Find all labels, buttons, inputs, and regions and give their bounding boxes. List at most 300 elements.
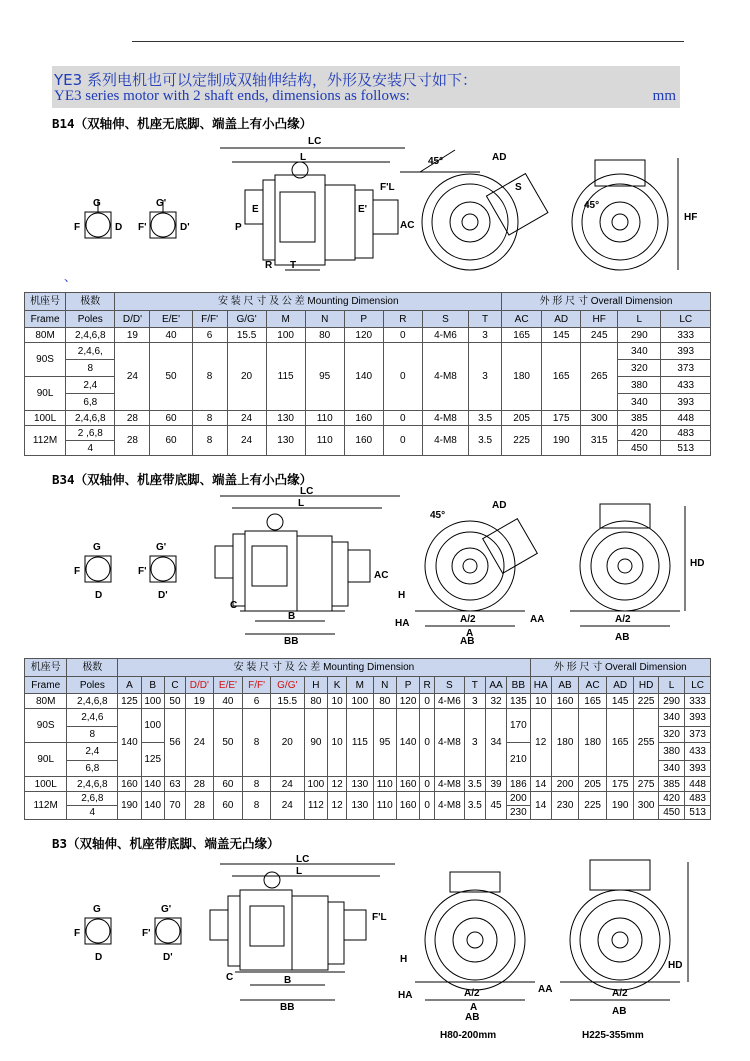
table-cell: 6,8 [67, 761, 118, 777]
b14-label-45b: 45° [584, 200, 600, 211]
table-cell: 10 [328, 694, 347, 709]
b14-row-100l [25, 411, 711, 426]
b34-col: E/E' [213, 677, 243, 694]
b34-label-g: G [93, 542, 101, 553]
table-cell: 2,4,6 [67, 709, 118, 727]
table-cell: 4-M8 [435, 777, 465, 792]
b34-mounting-header: 安 装 尺 寸 及 公 差 Mounting Dimension [118, 659, 530, 677]
table-cell: 100 [266, 328, 305, 343]
b14-col: LC [661, 311, 711, 328]
table-cell: 4-M8 [422, 426, 468, 456]
table-cell: 385 [658, 777, 684, 792]
b14-frame-zh: 机座号 [25, 293, 66, 311]
table-cell: 160 [551, 694, 579, 709]
table-cell: 15.5 [227, 328, 266, 343]
b14-mounting-header: 安 装 尺 寸 及 公 差 Mounting Dimension [115, 293, 502, 311]
table-cell: 2,6,8 [67, 792, 118, 806]
table-cell: 380 [658, 743, 684, 761]
table-cell: 2,4,6,8 [67, 777, 118, 792]
b14-poles-en: Poles [66, 311, 115, 328]
table-cell: 10 [530, 694, 551, 709]
table-cell: 6 [192, 328, 227, 343]
table-cell: 170 [507, 709, 531, 743]
b34-drawing [60, 486, 705, 647]
table-cell: 100L [25, 411, 66, 426]
b14-label-t: T [290, 260, 297, 271]
table-cell: 0 [383, 426, 422, 456]
table-cell: 120 [344, 328, 383, 343]
table-cell: 100 [304, 777, 327, 792]
b14-col: G/G' [227, 311, 266, 328]
table-cell: 300 [634, 792, 658, 820]
table-cell: 393 [661, 394, 711, 411]
b3-label-fp: F' [142, 928, 151, 939]
b34-col: L [658, 677, 684, 694]
table-cell: 2,4 [66, 377, 115, 394]
b14-col: S [422, 311, 468, 328]
table-cell: 3 [464, 709, 485, 777]
table-cell: 225 [579, 792, 607, 820]
table-cell: 2,4,6, [66, 343, 115, 360]
b34-col: N [373, 677, 396, 694]
b3-label-a2b: A/2 [612, 988, 628, 999]
b34-row-112m-a [25, 792, 711, 806]
b14-label-f: F [74, 222, 81, 233]
table-cell: 380 [618, 377, 661, 394]
table-cell: 450 [658, 806, 684, 820]
b34-col: K [328, 677, 347, 694]
b14-col: AD [542, 311, 581, 328]
b14-col: P [344, 311, 383, 328]
table-cell: 50 [164, 694, 185, 709]
table-cell: 80M [25, 328, 66, 343]
table-cell: 2,4 [67, 743, 118, 761]
table-row [25, 293, 711, 311]
b34-label-gp: G' [156, 542, 167, 553]
table-cell: 315 [581, 426, 618, 456]
table-cell: 290 [618, 328, 661, 343]
table-cell: 420 [658, 792, 684, 806]
table-cell: 60 [150, 426, 192, 456]
table-cell: 34 [485, 709, 506, 777]
b14-col: N [305, 311, 344, 328]
table-cell: 373 [661, 360, 711, 377]
table-cell: 20 [227, 343, 266, 411]
b14-label-ep: E' [358, 204, 368, 215]
b14-label-dp: D' [180, 222, 190, 233]
b14-label-hf: HF [684, 212, 698, 223]
b34-label-ha: HA [395, 618, 410, 629]
table-cell: 24 [270, 777, 304, 792]
table-cell: 125 [141, 743, 164, 777]
b34-label-bb: BB [284, 636, 299, 647]
table-cell: 50 [213, 709, 243, 777]
table-cell: 245 [581, 328, 618, 343]
table-cell: 230 [507, 806, 531, 820]
b14-label-g: G [93, 198, 101, 209]
b34-label-c: C [230, 600, 238, 611]
table-cell: 300 [581, 411, 618, 426]
b3-drawing [60, 850, 700, 1045]
table-cell: 100L [25, 777, 67, 792]
b14-label-fp: F' [138, 222, 147, 233]
b14-col: AC [502, 311, 542, 328]
table-cell: 340 [658, 709, 684, 727]
b3-label-d: D [95, 952, 103, 963]
table-cell: 112M [25, 792, 67, 820]
table-cell: 12 [328, 792, 347, 820]
table-cell: 483 [685, 792, 711, 806]
table-cell: 14 [530, 777, 551, 792]
table-cell: 45 [485, 792, 506, 820]
b34-col: D/D' [186, 677, 214, 694]
table-cell: 80 [304, 694, 327, 709]
b14-poles-zh: 极数 [66, 293, 115, 311]
table-cell: 8 [192, 343, 227, 411]
table-cell: 90S [25, 709, 67, 743]
b3-label-c: C [226, 972, 234, 983]
b3-label-ha: HA [398, 990, 413, 1001]
table-cell: 165 [579, 694, 607, 709]
b34-col: R [420, 677, 435, 694]
b14-row-90s-a [25, 343, 711, 360]
b34-col: AB [551, 677, 579, 694]
table-cell: 165 [502, 328, 542, 343]
table-cell: 63 [164, 777, 185, 792]
table-cell: 40 [213, 694, 243, 709]
table-cell: 28 [186, 777, 214, 792]
table-cell: 100 [347, 694, 373, 709]
b14-col: F/F' [192, 311, 227, 328]
table-cell: 8 [243, 777, 271, 792]
table-cell: 32 [485, 694, 506, 709]
table-cell: 3.5 [469, 411, 502, 426]
table-cell: 4-M8 [435, 792, 465, 820]
b34-label-b: B [288, 611, 296, 622]
top-rule [132, 41, 684, 42]
b3-caption-h80: H80-200mm [440, 1030, 497, 1041]
table-cell: 8 [66, 360, 115, 377]
table-cell: 160 [396, 777, 419, 792]
table-cell: 175 [606, 777, 634, 792]
table-cell: 0 [420, 777, 435, 792]
table-cell: 8 [67, 727, 118, 743]
b34-col: F/F' [243, 677, 271, 694]
b3-label-l: L [296, 866, 303, 877]
table-cell: 140 [141, 777, 164, 792]
b3-label-dp: D' [163, 952, 173, 963]
table-cell: 60 [213, 777, 243, 792]
b14-label-s: S [515, 182, 522, 193]
table-cell: 205 [579, 777, 607, 792]
table-cell: 28 [115, 411, 150, 426]
b3-label-b: B [284, 975, 292, 986]
table-cell: 95 [305, 343, 344, 411]
table-cell: 225 [634, 694, 658, 709]
b14-label-fl: F'L [380, 182, 395, 193]
b3-label-ab: AB [465, 1012, 480, 1023]
table-cell: 6 [243, 694, 271, 709]
table-cell: 4 [67, 806, 118, 820]
table-cell: 60 [213, 792, 243, 820]
table-cell: 2,4,6,8 [67, 694, 118, 709]
table-cell: 140 [344, 343, 383, 411]
b34-label-dp: D' [158, 590, 168, 601]
table-cell: 165 [606, 709, 634, 777]
b34-poles-en: Poles [67, 677, 118, 694]
table-cell: 433 [661, 377, 711, 394]
table-cell: 112 [304, 792, 327, 820]
table-cell: 265 [581, 343, 618, 411]
table-cell: 190 [606, 792, 634, 820]
b14-label-r: R [265, 260, 273, 271]
b14-label-e: E [252, 204, 259, 215]
b14-row-80m [25, 328, 711, 343]
b14-col: HF [581, 311, 618, 328]
table-cell: 120 [396, 694, 419, 709]
b14-col: M [266, 311, 305, 328]
b34-col: H [304, 677, 327, 694]
table-cell: 140 [141, 792, 164, 820]
table-cell: 130 [266, 411, 305, 426]
table-cell: 186 [507, 777, 531, 792]
table-cell: 3.5 [464, 777, 485, 792]
b3-label-h: H [400, 954, 408, 965]
table-cell: 12 [530, 709, 551, 777]
table-cell: 140 [396, 709, 419, 777]
table-cell: 24 [227, 426, 266, 456]
table-cell: 385 [618, 411, 661, 426]
table-cell: 90L [25, 743, 67, 777]
b3-label-hd: HD [668, 960, 683, 971]
table-cell: 8 [243, 709, 271, 777]
b14-col: D/D' [115, 311, 150, 328]
b34-col: M [347, 677, 373, 694]
table-cell: 0 [383, 343, 422, 411]
b34-frame-en: Frame [25, 677, 67, 694]
b3-title: B3（双轴伸、机座带底脚、端盖无凸缘） [52, 836, 280, 851]
table-cell: 180 [579, 709, 607, 777]
b34-col: LC [685, 677, 711, 694]
table-cell: 90S [25, 343, 66, 377]
b3-label-a2: A/2 [464, 988, 480, 999]
table-cell: 450 [618, 441, 661, 456]
b34-label-hd: HD [690, 558, 705, 569]
table-cell: 320 [618, 360, 661, 377]
table-cell: 135 [507, 694, 531, 709]
table-cell: 0 [420, 792, 435, 820]
table-cell: 24 [115, 343, 150, 411]
table-cell: 19 [186, 694, 214, 709]
b34-label-ab: AB [460, 636, 475, 647]
table-cell: 160 [344, 411, 383, 426]
b14-col: L [618, 311, 661, 328]
table-cell: 0 [383, 411, 422, 426]
table-cell: 4-M8 [435, 709, 465, 777]
b34-poles-zh: 极数 [67, 659, 118, 677]
table-cell: 180 [502, 343, 542, 411]
b34-col: AC [579, 677, 607, 694]
table-cell: 56 [164, 709, 185, 777]
b34-table [24, 658, 711, 820]
b14-label-gp: G' [156, 198, 167, 209]
table-cell: 373 [685, 727, 711, 743]
table-cell: 110 [373, 777, 396, 792]
table-cell: 0 [420, 709, 435, 777]
b14-title: B14（双轴伸、机座无底脚、端盖上有小凸缘） [52, 116, 313, 131]
table-cell: 145 [606, 694, 634, 709]
table-cell: 12 [328, 777, 347, 792]
table-row [25, 311, 711, 328]
b3-caption-h225: H225-355mm [582, 1030, 644, 1041]
table-cell: 2 ,6,8 [66, 426, 115, 441]
table-cell: 210 [507, 743, 531, 777]
table-cell: 95 [373, 709, 396, 777]
header-banner [52, 66, 680, 108]
header-title-en: YE3 series motor with 2 shaft ends, dimensions as follows: [54, 88, 410, 104]
table-cell: 2,4,6,8 [66, 411, 115, 426]
table-cell: 10 [328, 709, 347, 777]
table-cell: 333 [661, 328, 711, 343]
b34-row-90s-a [25, 709, 711, 727]
table-cell: 4 [66, 441, 115, 456]
b3-label-bb: BB [280, 1002, 295, 1013]
b34-label-abb: AB [615, 632, 630, 643]
header-title-zh: YE3 系列电机也可以定制成双轴伸结构，外形及安装尺寸如下： [54, 71, 477, 89]
table-cell: 8 [192, 411, 227, 426]
b3-label-lc: LC [296, 854, 310, 865]
table-cell: 80 [373, 694, 396, 709]
table-cell: 200 [507, 792, 531, 806]
b14-label-p: P [235, 222, 242, 233]
table-cell: 230 [551, 792, 579, 820]
b3-label-f: F [74, 928, 81, 939]
table-cell: 3 [464, 694, 485, 709]
b34-label-ad: AD [492, 500, 507, 511]
table-cell: 175 [542, 411, 581, 426]
b14-label-45: 45° [428, 156, 444, 167]
b34-row-100l [25, 777, 711, 792]
b34-col: B [141, 677, 164, 694]
b34-col: HD [634, 677, 658, 694]
b14-row-112m-a [25, 426, 711, 441]
table-cell: 513 [661, 441, 711, 456]
table-cell: 28 [115, 426, 150, 456]
table-cell: 50 [150, 343, 192, 411]
table-cell: 340 [618, 394, 661, 411]
table-cell: 3.5 [464, 792, 485, 820]
b34-label-a2b: A/2 [615, 614, 631, 625]
table-cell: 115 [347, 709, 373, 777]
b34-col: P [396, 677, 419, 694]
b14-frame-en: Frame [25, 311, 66, 328]
table-cell: 110 [305, 411, 344, 426]
table-cell: 340 [658, 761, 684, 777]
b34-col: T [464, 677, 485, 694]
table-cell: 15.5 [270, 694, 304, 709]
table-cell: 110 [373, 792, 396, 820]
table-cell: 200 [551, 777, 579, 792]
table-cell: 28 [186, 792, 214, 820]
b3-label-aa: AA [538, 984, 553, 995]
table-cell: 24 [186, 709, 214, 777]
table-cell: 180 [551, 709, 579, 777]
b34-col: BB [507, 677, 531, 694]
table-cell: 20 [270, 709, 304, 777]
b34-label-aa: AA [530, 614, 545, 625]
table-cell: 14 [530, 792, 551, 820]
table-cell: 4-M8 [422, 343, 468, 411]
b34-label-f: F [74, 566, 81, 577]
b14-label-ad: AD [492, 152, 507, 163]
table-row [25, 677, 711, 694]
b34-label-h: H [398, 590, 406, 601]
table-cell: 0 [420, 694, 435, 709]
table-cell: 100 [141, 694, 164, 709]
table-cell: 70 [164, 792, 185, 820]
b34-label-45: 45° [430, 510, 446, 521]
table-cell: 4-M6 [435, 694, 465, 709]
b34-row-80m [25, 694, 711, 709]
table-cell: 160 [344, 426, 383, 456]
table-cell: 90L [25, 377, 66, 411]
table-cell: 19 [115, 328, 150, 343]
b14-table [24, 292, 711, 456]
b34-label-l: L [298, 498, 305, 509]
table-cell: 448 [661, 411, 711, 426]
table-cell: 140 [118, 709, 141, 777]
table-cell: 448 [685, 777, 711, 792]
b3-label-gp: G' [161, 904, 172, 915]
table-cell: 80 [305, 328, 344, 343]
b34-col: G/G' [270, 677, 304, 694]
b34-col: A [118, 677, 141, 694]
table-cell: 40 [150, 328, 192, 343]
table-cell: 255 [634, 709, 658, 777]
table-cell: 8 [243, 792, 271, 820]
table-cell: 100 [141, 709, 164, 743]
b34-col: S [435, 677, 465, 694]
b34-label-a: A [466, 628, 474, 639]
table-cell: 24 [227, 411, 266, 426]
b14-label-lc: LC [308, 136, 322, 147]
table-cell: 290 [658, 694, 684, 709]
table-cell: 190 [542, 426, 581, 456]
table-cell: 3.5 [469, 426, 502, 456]
b14-col: E/E' [150, 311, 192, 328]
table-cell: 2,4,6,8 [66, 328, 115, 343]
b34-title: B34（双轴伸、机座带底脚、端盖上有小凸缘） [52, 472, 313, 487]
table-cell: 24 [270, 792, 304, 820]
table-cell: 393 [685, 761, 711, 777]
table-row [25, 659, 711, 677]
table-cell: 333 [685, 694, 711, 709]
b14-overall-header: 外 形 尺 寸 Overall Dimension [502, 293, 711, 311]
table-cell: 145 [542, 328, 581, 343]
table-cell: 60 [150, 411, 192, 426]
table-cell: 130 [266, 426, 305, 456]
b34-overall-header: 外 形 尺 寸 Overall Dimension [530, 659, 710, 677]
table-cell: 90 [304, 709, 327, 777]
b14-label-d: D [115, 222, 123, 233]
table-cell: 275 [634, 777, 658, 792]
table-cell: 6,8 [66, 394, 115, 411]
b3-label-g: G [93, 904, 101, 915]
table-cell: 4-M8 [422, 411, 468, 426]
table-cell: 125 [118, 694, 141, 709]
table-cell: 3 [469, 343, 502, 411]
b34-col: HA [530, 677, 551, 694]
